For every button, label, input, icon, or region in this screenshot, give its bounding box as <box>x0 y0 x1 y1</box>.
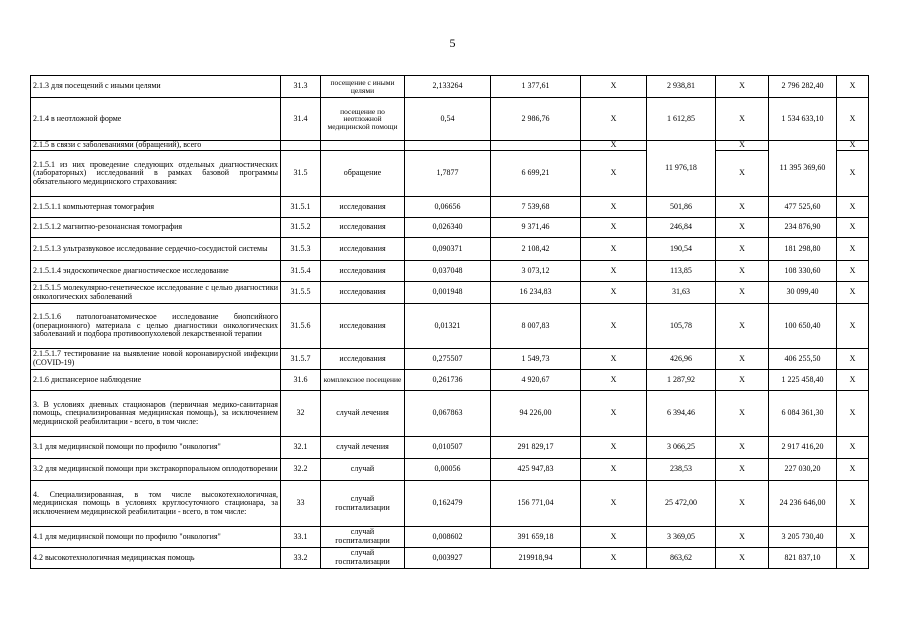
row-code: 31.5.4 <box>281 261 321 282</box>
row-x: X <box>581 76 647 98</box>
row-name: 2.1.5.1.4 эндоскопическое диагностическое исследование <box>31 261 281 282</box>
row-x: X <box>581 391 647 437</box>
page-number: 5 <box>449 36 456 50</box>
row-x: X <box>581 548 647 569</box>
table-row <box>31 197 869 218</box>
row-x: X <box>716 459 769 481</box>
table-row <box>31 261 869 282</box>
row-unit: исследования <box>321 238 405 261</box>
row-name: 2.1.5.1.3 ультразвуковое исследование сердечно-сосудистой системы <box>31 238 281 261</box>
row-name: 2.1.5.1.2 магнитно-резонансная томография <box>31 218 281 238</box>
row-norm: 0,026340 <box>405 218 491 238</box>
row-cost: 156 771,04 <box>491 481 581 527</box>
row-cost: 7 539,68 <box>491 197 581 218</box>
table-row <box>31 218 869 238</box>
row-total: 100 650,40 <box>769 304 837 349</box>
row-name: 4.1 для медицинской помощи по профилю "онкология" <box>31 527 281 548</box>
row-cost: 8 007,83 <box>491 304 581 349</box>
row-norm: 0,00056 <box>405 459 491 481</box>
table-row <box>31 141 869 151</box>
table-row <box>31 76 869 98</box>
table-row <box>31 151 869 197</box>
row-x: X <box>837 282 869 304</box>
row-cost: 4 920,67 <box>491 370 581 391</box>
row-code: 31.5.7 <box>281 349 321 370</box>
row-total: 821 837,10 <box>769 548 837 569</box>
row-cost: 425 947,83 <box>491 459 581 481</box>
table-row <box>31 282 869 304</box>
row-name: 2.1.5.1.1 компьютерная томография <box>31 197 281 218</box>
row-code: 33.2 <box>281 548 321 569</box>
row-total: 30 099,40 <box>769 282 837 304</box>
row-cost: 1 549,73 <box>491 349 581 370</box>
row-unit: исследования <box>321 261 405 282</box>
row-per-capita: 31,63 <box>647 282 716 304</box>
row-total: 2 796 282,40 <box>769 76 837 98</box>
row-unit: исследования <box>321 197 405 218</box>
row-name: 4.2 высокотехнологичная медицинская помощь <box>31 548 281 569</box>
row-cost: 6 699,21 <box>491 151 581 197</box>
row-x: X <box>581 282 647 304</box>
row-cost: 16 234,83 <box>491 282 581 304</box>
row-x: X <box>837 481 869 527</box>
row-x: X <box>581 141 647 151</box>
row-norm: 0,010507 <box>405 437 491 459</box>
row-x: X <box>716 197 769 218</box>
row-per-capita: 501,86 <box>647 197 716 218</box>
row-x: X <box>581 437 647 459</box>
row-x: X <box>716 481 769 527</box>
row-x: X <box>581 370 647 391</box>
table-row <box>31 548 869 569</box>
row-total: 477 525,60 <box>769 197 837 218</box>
row-unit: случай госпитализации <box>321 527 405 548</box>
row-name: 2.1.5.1.6 патологоанатомическое исследование биопсийного (операционного) материала с целью диагностики онкологических заболеваний и подбора противоопухолевой лекарственной терапии <box>31 304 281 349</box>
row-x: X <box>716 370 769 391</box>
row-name: 2.1.4 в неотложной форме <box>31 98 281 141</box>
row-per-capita: 246,84 <box>647 218 716 238</box>
row-cost <box>491 141 581 151</box>
row-unit: случай лечения <box>321 437 405 459</box>
row-x: X <box>837 261 869 282</box>
row-code: 31.3 <box>281 76 321 98</box>
row-name: 4. Специализированная, в том числе высокотехнологичная, медицинская помощь в условиях круглосуточного стационара, за исключением медицинской реабилитации - всего, в том числе: <box>31 481 281 527</box>
table-row <box>31 98 869 141</box>
table-row <box>31 391 869 437</box>
row-x: X <box>837 304 869 349</box>
row-norm: 0,003927 <box>405 548 491 569</box>
row-unit: обращение <box>321 151 405 197</box>
row-name: 3. В условиях дневных стационаров (первичная медико-санитарная помощь, специализированная медицинская помощь), за исключением медицинской реабилитации - всего, в том числе: <box>31 391 281 437</box>
row-code: 33.1 <box>281 527 321 548</box>
row-x: X <box>716 141 769 151</box>
row-x: X <box>716 76 769 98</box>
row-code: 31.5.1 <box>281 197 321 218</box>
row-x: X <box>837 370 869 391</box>
row-x: X <box>837 437 869 459</box>
row-name: 3.1 для медицинской помощи по профилю "онкология" <box>31 437 281 459</box>
table-row <box>31 459 869 481</box>
row-x: X <box>581 218 647 238</box>
row-norm <box>405 141 491 151</box>
row-unit: исследования <box>321 349 405 370</box>
row-x: X <box>716 151 769 197</box>
row-name: 2.1.5 в связи с заболеваниями (обращений), всего <box>31 141 281 151</box>
row-name: 2.1.5.1.7 тестирование на выявление новой коронавирусной инфекции (COVID-19) <box>31 349 281 370</box>
row-x: X <box>837 218 869 238</box>
row-total: 2 917 416,20 <box>769 437 837 459</box>
row-cost: 291 829,17 <box>491 437 581 459</box>
row-x: X <box>716 218 769 238</box>
row-per-capita: 3 369,05 <box>647 527 716 548</box>
row-x: X <box>581 238 647 261</box>
table-row <box>31 238 869 261</box>
row-x: X <box>716 261 769 282</box>
row-x: X <box>581 98 647 141</box>
row-code: 33 <box>281 481 321 527</box>
row-name: 2.1.5.1.5 молекулярно-генетическое исследование с целью диагностики онкологических заболеваний <box>31 282 281 304</box>
row-name: 2.1.5.1 из них проведение следующих отдельных диагностических (лабораторных) исследований в рамках базовой программы обязательного медицинского страхования: <box>31 151 281 197</box>
row-x: X <box>837 527 869 548</box>
row-norm: 0,01321 <box>405 304 491 349</box>
table-row <box>31 370 869 391</box>
row-norm: 1,7877 <box>405 151 491 197</box>
row-per-capita: 1 612,85 <box>647 98 716 141</box>
row-cost: 3 073,12 <box>491 261 581 282</box>
row-x: X <box>581 151 647 197</box>
row-x: X <box>716 349 769 370</box>
row-per-capita: 863,62 <box>647 548 716 569</box>
row-per-capita: 190,54 <box>647 238 716 261</box>
row-unit: случай лечения <box>321 391 405 437</box>
row-code: 32.1 <box>281 437 321 459</box>
row-per-capita: 238,53 <box>647 459 716 481</box>
row-x: X <box>837 391 869 437</box>
row-x: X <box>581 459 647 481</box>
row-x: X <box>716 304 769 349</box>
row-cost: 2 108,42 <box>491 238 581 261</box>
row-x: X <box>581 527 647 548</box>
row-code: 31.5 <box>281 151 321 197</box>
row-unit: исследования <box>321 304 405 349</box>
row-x: X <box>837 459 869 481</box>
row-total: 234 876,90 <box>769 218 837 238</box>
row-unit: случай госпитализации <box>321 548 405 569</box>
row-total: 24 236 646,00 <box>769 481 837 527</box>
row-x: X <box>837 548 869 569</box>
row-x: X <box>837 76 869 98</box>
row-x: X <box>716 282 769 304</box>
row-cost: 391 659,18 <box>491 527 581 548</box>
row-x: X <box>716 238 769 261</box>
table-row <box>31 527 869 548</box>
row-total: 108 330,60 <box>769 261 837 282</box>
row-x: X <box>716 548 769 569</box>
row-cost: 219918,94 <box>491 548 581 569</box>
row-per-capita: 426,96 <box>647 349 716 370</box>
row-code: 31.5.6 <box>281 304 321 349</box>
financing-table <box>30 75 869 569</box>
row-unit: случай госпитализации <box>321 481 405 527</box>
row-x: X <box>581 261 647 282</box>
row-code: 31.6 <box>281 370 321 391</box>
row-total: 406 255,50 <box>769 349 837 370</box>
row-cost: 94 226,00 <box>491 391 581 437</box>
row-norm: 0,008602 <box>405 527 491 548</box>
row-norm: 0,067863 <box>405 391 491 437</box>
row-name: 3.2 для медицинской помощи при экстракорпоральном оплодотворении <box>31 459 281 481</box>
row-x: X <box>581 349 647 370</box>
row-x: X <box>581 304 647 349</box>
row-total: 227 030,20 <box>769 459 837 481</box>
row-per-capita: 6 394,46 <box>647 391 716 437</box>
row-name: 2.1.3 для посещений с иными целями <box>31 76 281 98</box>
row-per-capita: 3 066,25 <box>647 437 716 459</box>
row-norm: 0,001948 <box>405 282 491 304</box>
row-total: 3 205 730,40 <box>769 527 837 548</box>
row-x: X <box>716 527 769 548</box>
row-cost: 9 371,46 <box>491 218 581 238</box>
row-x: X <box>837 197 869 218</box>
row-cost: 1 377,61 <box>491 76 581 98</box>
row-code: 31.5.3 <box>281 238 321 261</box>
row-norm: 0,090371 <box>405 238 491 261</box>
row-x: X <box>837 98 869 141</box>
row-code: 31.4 <box>281 98 321 141</box>
row-per-capita: 2 938,81 <box>647 76 716 98</box>
row-unit: исследования <box>321 282 405 304</box>
row-norm: 0,261736 <box>405 370 491 391</box>
row-per-capita: 105,78 <box>647 304 716 349</box>
row-code: 31.5.5 <box>281 282 321 304</box>
row-norm: 2,133264 <box>405 76 491 98</box>
row-per-capita: 11 976,18 <box>647 141 716 197</box>
table-row <box>31 349 869 370</box>
table-row <box>31 304 869 349</box>
row-total: 11 395 369,60 <box>769 141 837 197</box>
row-norm: 0,037048 <box>405 261 491 282</box>
row-unit: случай <box>321 459 405 481</box>
row-x: X <box>837 151 869 197</box>
row-unit: посещение по неотложной медицинской помощи <box>321 98 405 141</box>
row-total: 6 084 361,30 <box>769 391 837 437</box>
row-x: X <box>716 98 769 141</box>
row-unit: комплексное посещение <box>321 370 405 391</box>
row-total: 1 225 458,40 <box>769 370 837 391</box>
row-x: X <box>837 349 869 370</box>
row-total: 1 534 633,10 <box>769 98 837 141</box>
row-norm: 0,275507 <box>405 349 491 370</box>
table-row <box>31 481 869 527</box>
row-per-capita: 25 472,00 <box>647 481 716 527</box>
row-x: X <box>716 391 769 437</box>
row-x: X <box>581 197 647 218</box>
row-code: 32 <box>281 391 321 437</box>
row-x: X <box>837 238 869 261</box>
row-per-capita: 1 287,92 <box>647 370 716 391</box>
row-norm: 0,54 <box>405 98 491 141</box>
row-x: X <box>837 141 869 151</box>
row-unit: посещение с иными целями <box>321 76 405 98</box>
row-x: X <box>581 481 647 527</box>
row-code: 31.5.2 <box>281 218 321 238</box>
table-row <box>31 437 869 459</box>
row-name: 2.1.6 диспансерное наблюдение <box>31 370 281 391</box>
row-unit <box>321 141 405 151</box>
row-x: X <box>716 437 769 459</box>
row-total: 181 298,80 <box>769 238 837 261</box>
row-norm: 0,06656 <box>405 197 491 218</box>
row-cost: 2 986,76 <box>491 98 581 141</box>
row-per-capita: 113,85 <box>647 261 716 282</box>
row-unit: исследования <box>321 218 405 238</box>
row-code <box>281 141 321 151</box>
row-norm: 0,162479 <box>405 481 491 527</box>
row-code: 32.2 <box>281 459 321 481</box>
